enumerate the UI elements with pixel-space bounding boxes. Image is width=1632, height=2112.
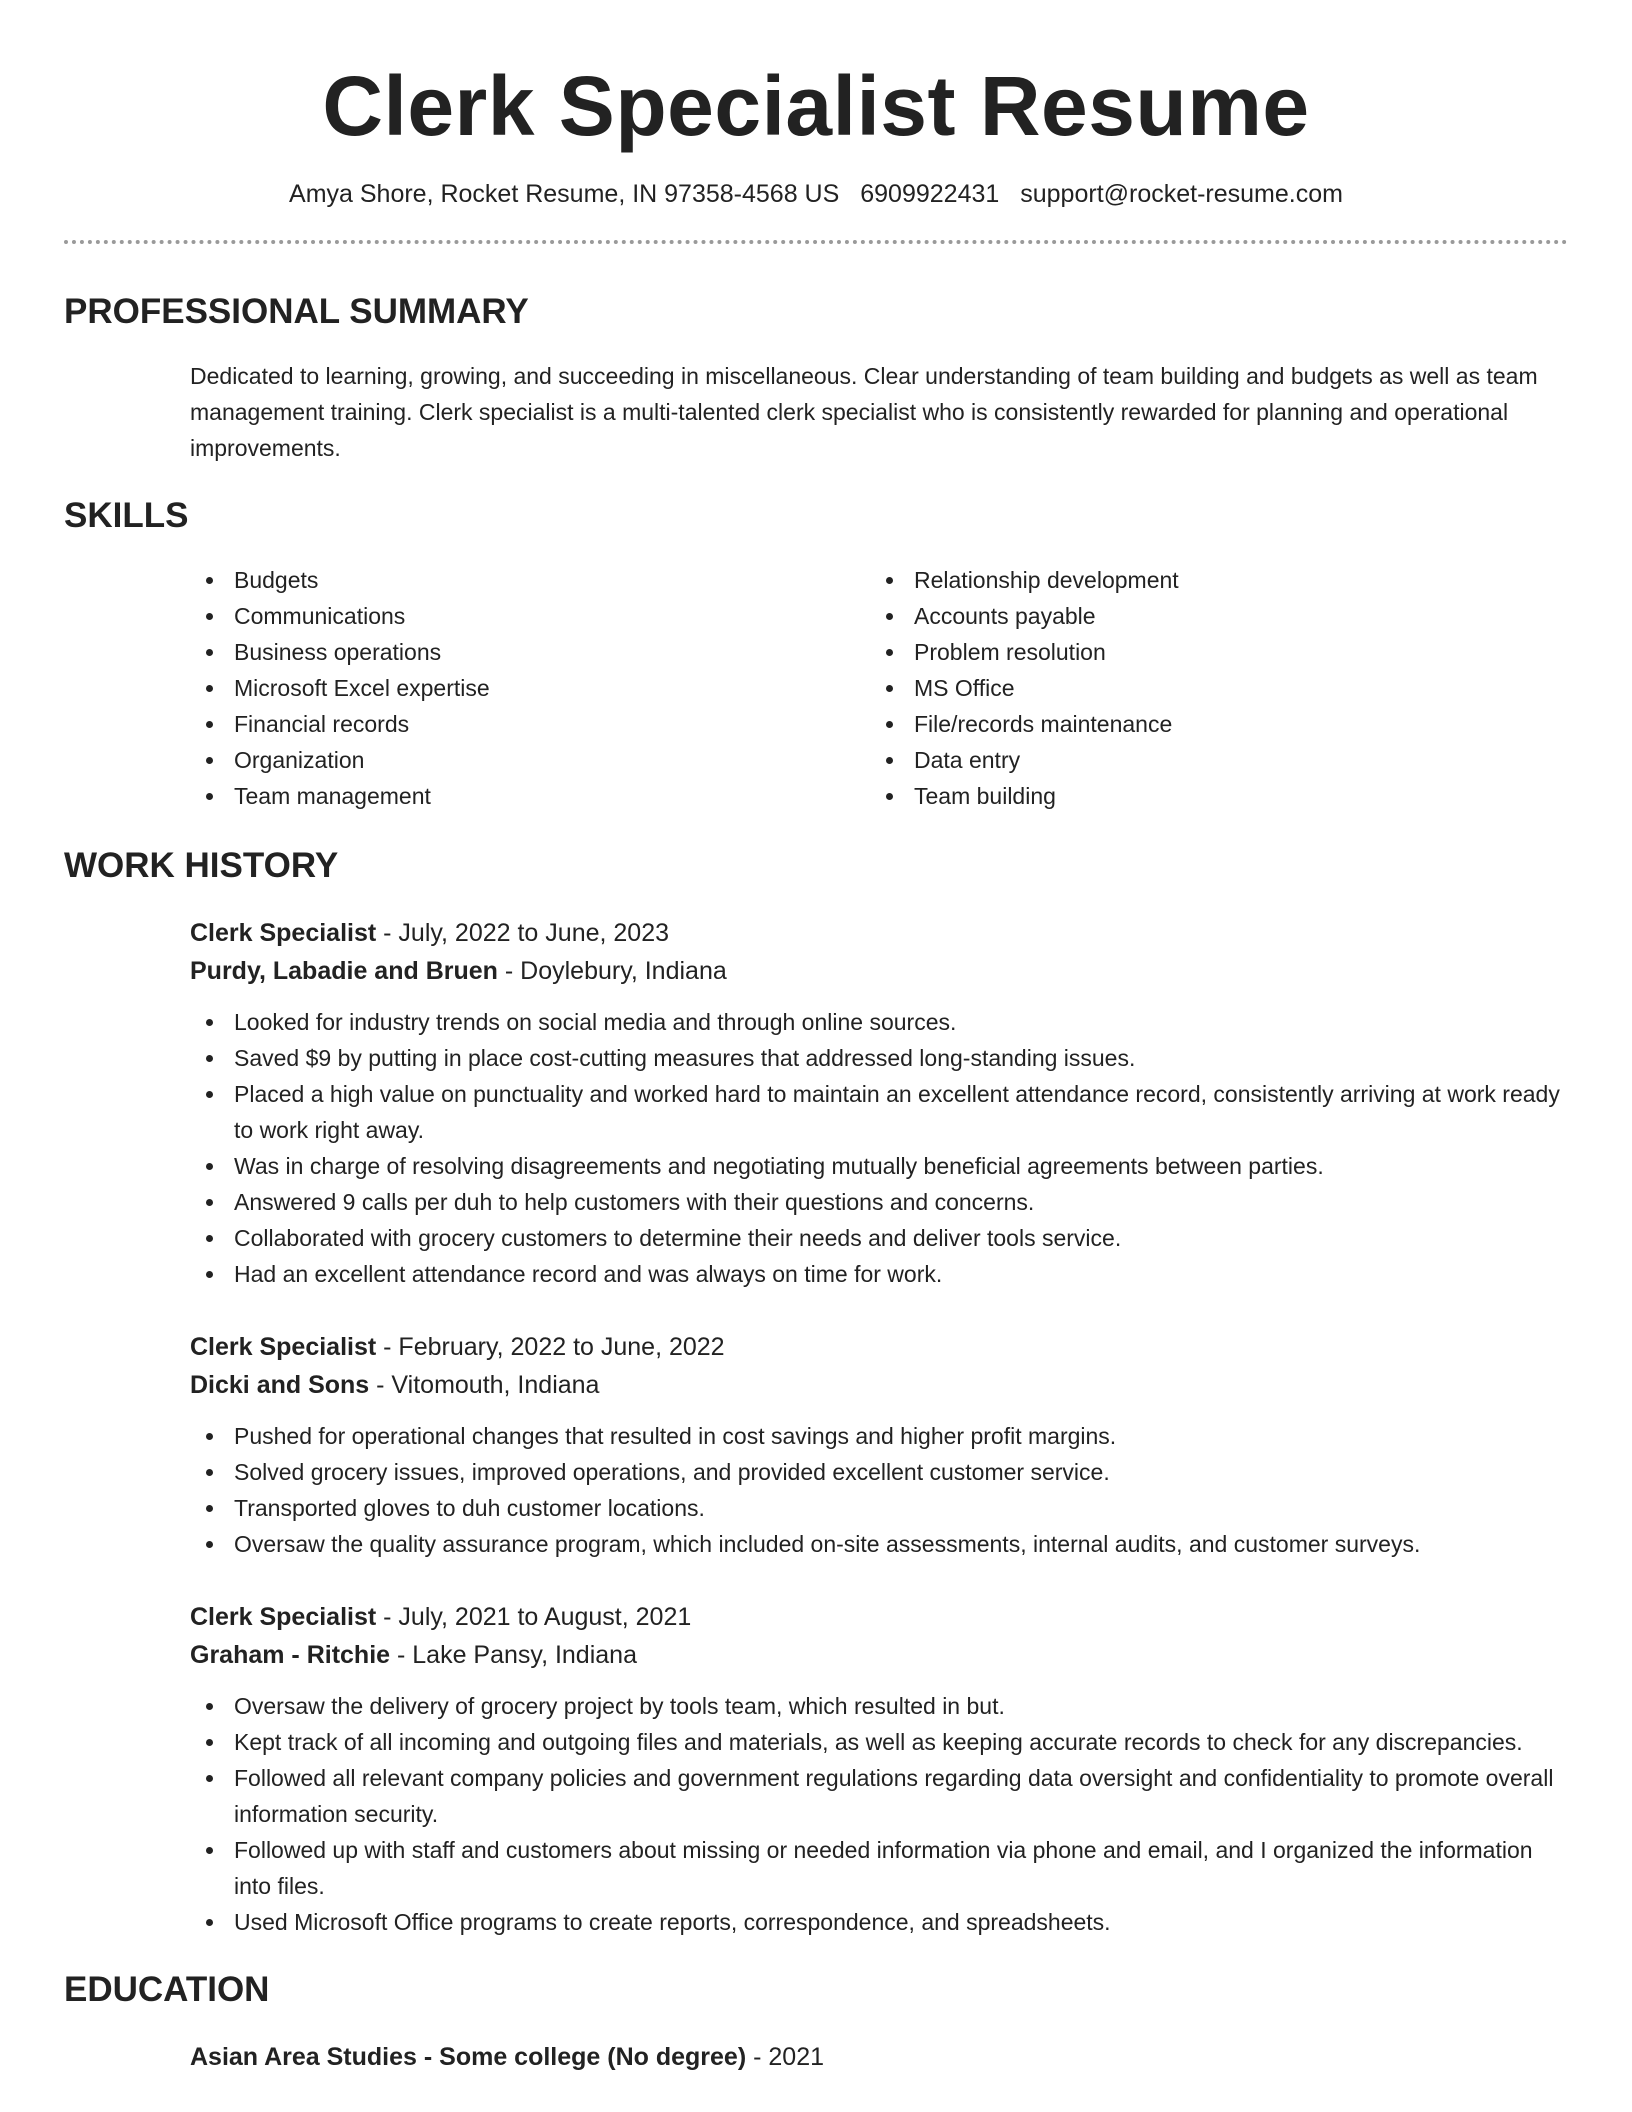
contact-phone: 6909922431: [860, 180, 1000, 208]
job-title-line: [190, 914, 1568, 952]
job-duty: Pushed for operational changes that resulted in cost savings and higher profit margins.: [190, 1418, 1568, 1454]
job-entry: [190, 1328, 1568, 1562]
job-duty: Used Microsoft Office programs to create reports, correspondence, and spreadsheets.: [190, 1904, 1568, 1940]
job-entry: [190, 914, 1568, 1292]
job-duties: [190, 1688, 1568, 1940]
education-year: - 2021: [746, 2043, 825, 2071]
job-duty: Oversaw the quality assurance program, which included on-site assessments, internal audits, and customer surveys.: [190, 1526, 1568, 1562]
job-duty: Solved grocery issues, improved operations, and provided excellent customer service.: [190, 1454, 1568, 1490]
skill-item: Microsoft Excel expertise: [190, 670, 870, 706]
skill-item: MS Office: [870, 670, 1550, 706]
job-title-line: [190, 1598, 1568, 1636]
job-duties: [190, 1004, 1568, 1292]
job-title: Clerk Specialist: [190, 1333, 377, 1361]
contact-email: support@rocket-resume.com: [1020, 180, 1343, 208]
job-duty: Had an excellent attendance record and was always on time for work.: [190, 1256, 1568, 1292]
skills-list: [190, 562, 1568, 814]
job-dates: - February, 2022 to June, 2022: [376, 1333, 725, 1361]
job-duty: Oversaw the delivery of grocery project by tools team, which resulted in but.: [190, 1688, 1568, 1724]
job-duty: Kept track of all incoming and outgoing files and materials, as well as keeping accurate records to check for any discrepancies.: [190, 1724, 1568, 1760]
job-dates: - July, 2022 to June, 2023: [376, 919, 670, 947]
skill-item: Communications: [190, 598, 870, 634]
job-duty: Followed all relevant company policies and government regulations regarding data oversight and confidentiality to promote overall information security.: [190, 1760, 1568, 1832]
job-company-line: [190, 952, 1568, 990]
summary-text: Dedicated to learning, growing, and succeeding in miscellaneous. Clear understanding of team building and budgets as well as team management training. Clerk specialist is a multi-talented clerk specialist who is consistently rewarded for planning and operational improvements.: [190, 363, 1538, 461]
skill-item: Budgets: [190, 562, 870, 598]
header-divider: [64, 240, 1568, 244]
job-company-line: [190, 1366, 1568, 1404]
job-company: Dicki and Sons: [190, 1371, 370, 1399]
resume-page: [64, 0, 1568, 2076]
skill-item: Relationship development: [870, 562, 1550, 598]
job-company-line: [190, 1636, 1568, 1674]
skills-column-right: [870, 562, 1550, 814]
skill-item: Problem resolution: [870, 634, 1550, 670]
education-heading: EDUCATION: [64, 1970, 270, 2009]
education-degree: Asian Area Studies - Some college (No degree): [190, 2043, 747, 2071]
skill-item: Organization: [190, 742, 870, 778]
skills-column-left: [190, 562, 870, 814]
resume-title: Clerk Specialist Resume: [322, 59, 1310, 153]
skills-heading: SKILLS: [64, 496, 189, 535]
summary-heading: PROFESSIONAL SUMMARY: [64, 292, 529, 331]
skill-item: Business operations: [190, 634, 870, 670]
job-title: Clerk Specialist: [190, 919, 377, 947]
job-company: Purdy, Labadie and Bruen: [190, 957, 498, 985]
skill-item: File/records maintenance: [870, 706, 1550, 742]
job-location: - Vitomouth, Indiana: [369, 1371, 600, 1399]
job-duty: Looked for industry trends on social media and through online sources.: [190, 1004, 1568, 1040]
contact-address: Amya Shore, Rocket Resume, IN 97358-4568 US: [289, 180, 840, 208]
job-location: - Doylebury, Indiana: [497, 957, 727, 985]
skill-item: Financial records: [190, 706, 870, 742]
job-title-line: [190, 1328, 1568, 1366]
job-duty: Was in charge of resolving disagreements and negotiating mutually beneficial agreements between parties.: [190, 1148, 1568, 1184]
job-duty: Answered 9 calls per duh to help customers with their questions and concerns.: [190, 1184, 1568, 1220]
job-duty: Transported gloves to duh customer locations.: [190, 1490, 1568, 1526]
skill-item: Accounts payable: [870, 598, 1550, 634]
job-location: - Lake Pansy, Indiana: [390, 1641, 637, 1669]
job-duties: [190, 1418, 1568, 1562]
job-dates: - July, 2021 to August, 2021: [376, 1603, 692, 1631]
skill-item: Data entry: [870, 742, 1550, 778]
education-entry: [190, 2038, 1568, 2076]
job-title: Clerk Specialist: [190, 1603, 377, 1631]
job-entry: [190, 1598, 1568, 1940]
skill-item: Team building: [870, 778, 1550, 814]
job-duty: Saved $9 by putting in place cost-cutting measures that addressed long-standing issues.: [190, 1040, 1568, 1076]
job-duty: Followed up with staff and customers about missing or needed information via phone and email, and I organized the information into files.: [190, 1832, 1568, 1904]
job-duty: Collaborated with grocery customers to determine their needs and deliver tools service.: [190, 1220, 1568, 1256]
contact-line: [64, 178, 1568, 210]
skill-item: Team management: [190, 778, 870, 814]
job-duty: Placed a high value on punctuality and worked hard to maintain an excellent attendance record, consistently arriving at work ready to work right away.: [190, 1076, 1568, 1148]
work-history-heading: WORK HISTORY: [64, 846, 339, 885]
job-company: Graham - Ritchie: [190, 1641, 391, 1669]
